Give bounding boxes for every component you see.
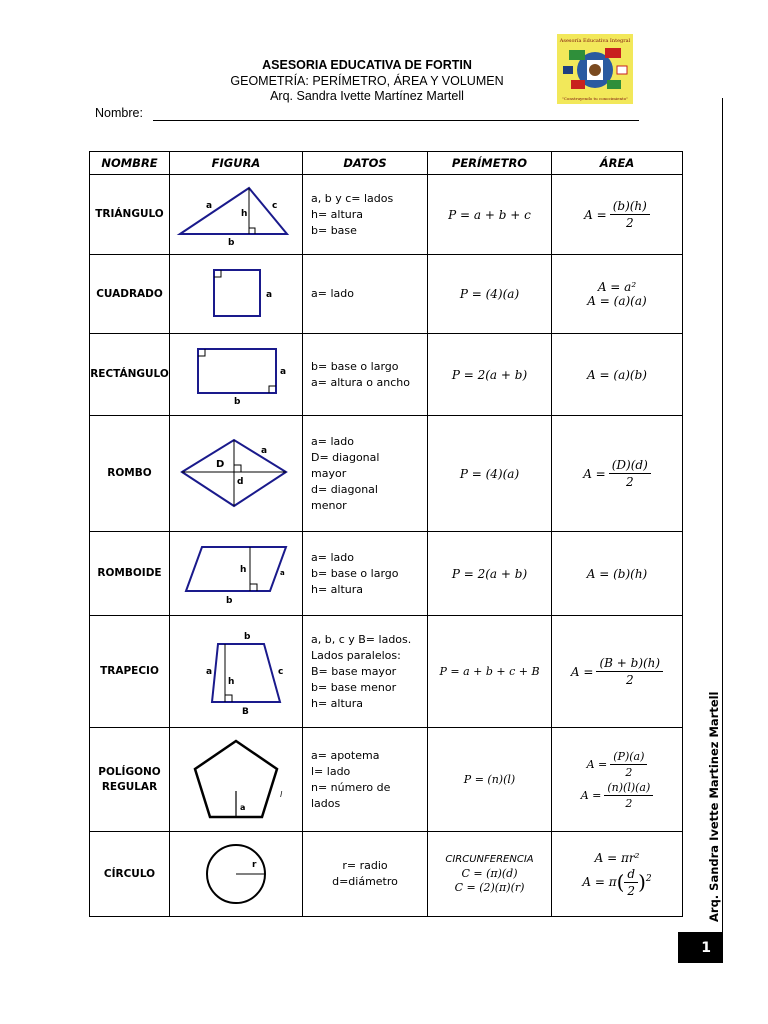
perimetro-formula: P = a + b + c + B xyxy=(428,616,552,728)
shape-name: REGULAR xyxy=(101,780,158,793)
table-row xyxy=(90,832,683,917)
document-author: Arq. Sandra Ivette Martínez Martell xyxy=(270,89,464,103)
table-row xyxy=(90,175,683,255)
trapezoid-figure xyxy=(176,628,296,716)
logo-motto: "Construyendo tu conocimiento" xyxy=(562,96,628,101)
area-formula: A = (b)(h) xyxy=(552,532,683,616)
nombre-label: Nombre: xyxy=(95,106,143,120)
table-row xyxy=(90,532,683,616)
datos-line: l= lado xyxy=(311,764,351,778)
perimetro-formula: P = (4)(a) xyxy=(428,255,552,334)
area-formula: A = (a)(b) xyxy=(552,334,683,416)
shape-name: RECTÁNGULO xyxy=(90,334,170,416)
logo-text: Asesoría Educativa Integral xyxy=(559,38,631,44)
shape-name: TRIÁNGULO xyxy=(90,175,170,255)
datos-line: a= altura o ancho xyxy=(311,375,410,389)
document-title: ASESORIA EDUCATIVA DE FORTIN xyxy=(262,58,472,72)
label-a: a xyxy=(206,200,213,211)
shape-name: ROMBO xyxy=(90,416,170,532)
shape-name: TRAPECIO xyxy=(90,616,170,728)
side-author: Arq. Sandra Ivette Martinez Martell xyxy=(707,691,721,922)
table-row xyxy=(90,616,683,728)
table-row xyxy=(90,255,683,334)
label-b: b xyxy=(226,595,233,606)
pentagon-figure xyxy=(176,735,296,825)
shape-name: ROMBOIDE xyxy=(90,532,170,616)
label-c: c xyxy=(278,666,284,677)
label-a: a xyxy=(261,445,268,456)
square-figure xyxy=(176,264,296,324)
label-c: c xyxy=(272,200,278,211)
datos-line: a= apotema xyxy=(311,748,380,762)
rectangle-figure xyxy=(176,343,296,407)
page-number: 1 xyxy=(678,932,723,963)
shape-name: CUADRADO xyxy=(90,255,170,334)
rhombus-figure xyxy=(174,434,298,514)
label-a: a xyxy=(240,802,246,812)
datos-line: h= altura xyxy=(311,582,364,596)
datos-line: D= diagonal xyxy=(311,450,380,464)
perimetro-formula: P = a + b + c xyxy=(428,175,552,255)
margin-rule xyxy=(722,98,723,934)
datos-line: mayor xyxy=(311,466,347,480)
datos-line: a, b, c y B= lados. xyxy=(311,632,412,646)
document-subtitle: GEOMETRÍA: PERÍMETRO, ÁREA Y VOLUMEN xyxy=(230,74,504,88)
label-h: h xyxy=(240,564,247,575)
datos-line: d= diagonal xyxy=(311,482,378,496)
label-l: l xyxy=(280,789,283,799)
col-perimetro: PERÍMETRO xyxy=(428,152,552,175)
perimetro-formula: P = (n)(l) xyxy=(428,728,552,832)
label-b: b xyxy=(244,631,251,642)
shape-name: POLÍGONO xyxy=(98,765,161,778)
datos-line: a, b y c= lados xyxy=(311,191,394,205)
datos-line: B= base mayor xyxy=(311,664,397,678)
datos-line: b= base menor xyxy=(311,680,397,694)
datos-line: h= altura xyxy=(311,696,364,710)
rhomboid-figure xyxy=(176,541,296,607)
label-a: a xyxy=(266,290,273,300)
table-row xyxy=(90,334,683,416)
perimetro-formula: P = (4)(a) xyxy=(428,416,552,532)
school-logo xyxy=(557,34,633,104)
label-b: b xyxy=(234,396,241,407)
perimetro-formula: P = 2(a + b) xyxy=(428,334,552,416)
triangle-figure xyxy=(176,182,296,248)
datos-line: a= lado xyxy=(311,550,354,564)
area-formula: A = $\frac{(b)(h)}{2}$ xyxy=(552,175,683,255)
datos-line: menor xyxy=(311,498,347,512)
datos-line: a= lado xyxy=(311,287,354,300)
label-r: r xyxy=(252,860,257,870)
table-row xyxy=(90,728,683,832)
datos-line: lados xyxy=(311,796,341,810)
area-formula: A = $\frac{(B + b)(h)}{2}$ xyxy=(552,616,683,728)
table-header-row xyxy=(90,152,683,175)
label-h: h xyxy=(241,208,248,219)
table-row xyxy=(90,416,683,532)
datos-line: b= base o largo xyxy=(311,359,399,373)
datos-line: Lados paralelos: xyxy=(311,648,401,662)
perimetro-formula: CIRCUNFERENCIA C = (π)(d) C = (2)(π)(r) xyxy=(428,832,552,917)
col-area: ÁREA xyxy=(552,152,683,175)
circle-figure xyxy=(176,839,296,909)
shape-name: CÍRCULO xyxy=(90,832,170,917)
area-formula: A = $\frac{(P)(a)}{2}$ A = $\frac{(n)(l)(a)}{2}$ xyxy=(552,728,683,832)
datos-line: b= base xyxy=(311,223,357,237)
label-a: a xyxy=(280,366,287,377)
datos-line: d=diámetro xyxy=(332,875,398,888)
label-a: a xyxy=(280,568,285,577)
col-figura: FIGURA xyxy=(170,152,303,175)
label-D: D xyxy=(216,458,225,470)
perimetro-formula: P = 2(a + b) xyxy=(428,532,552,616)
datos-line: b= base o largo xyxy=(311,566,399,580)
formula-table xyxy=(89,151,683,917)
label-h: h xyxy=(228,676,235,687)
label-d: d xyxy=(237,476,244,487)
datos-line: r= radio xyxy=(342,859,388,872)
datos-line: h= altura xyxy=(311,207,364,221)
area-formula: A = $\frac{(D)(d)}{2}$ xyxy=(552,416,683,532)
datos-line: n= número de xyxy=(311,780,391,794)
label-B: B xyxy=(242,706,249,716)
label-b: b xyxy=(228,237,235,248)
area-formula: A = a² A = (a)(a) xyxy=(552,255,683,334)
area-formula: A = πr² A = π( $\frac{d}{2}$ )$^2$ xyxy=(552,832,683,917)
nombre-field[interactable] xyxy=(153,120,639,121)
label-a: a xyxy=(206,666,213,677)
col-datos: DATOS xyxy=(303,152,428,175)
col-nombre: NOMBRE xyxy=(90,152,170,175)
datos-line: a= lado xyxy=(311,434,354,448)
